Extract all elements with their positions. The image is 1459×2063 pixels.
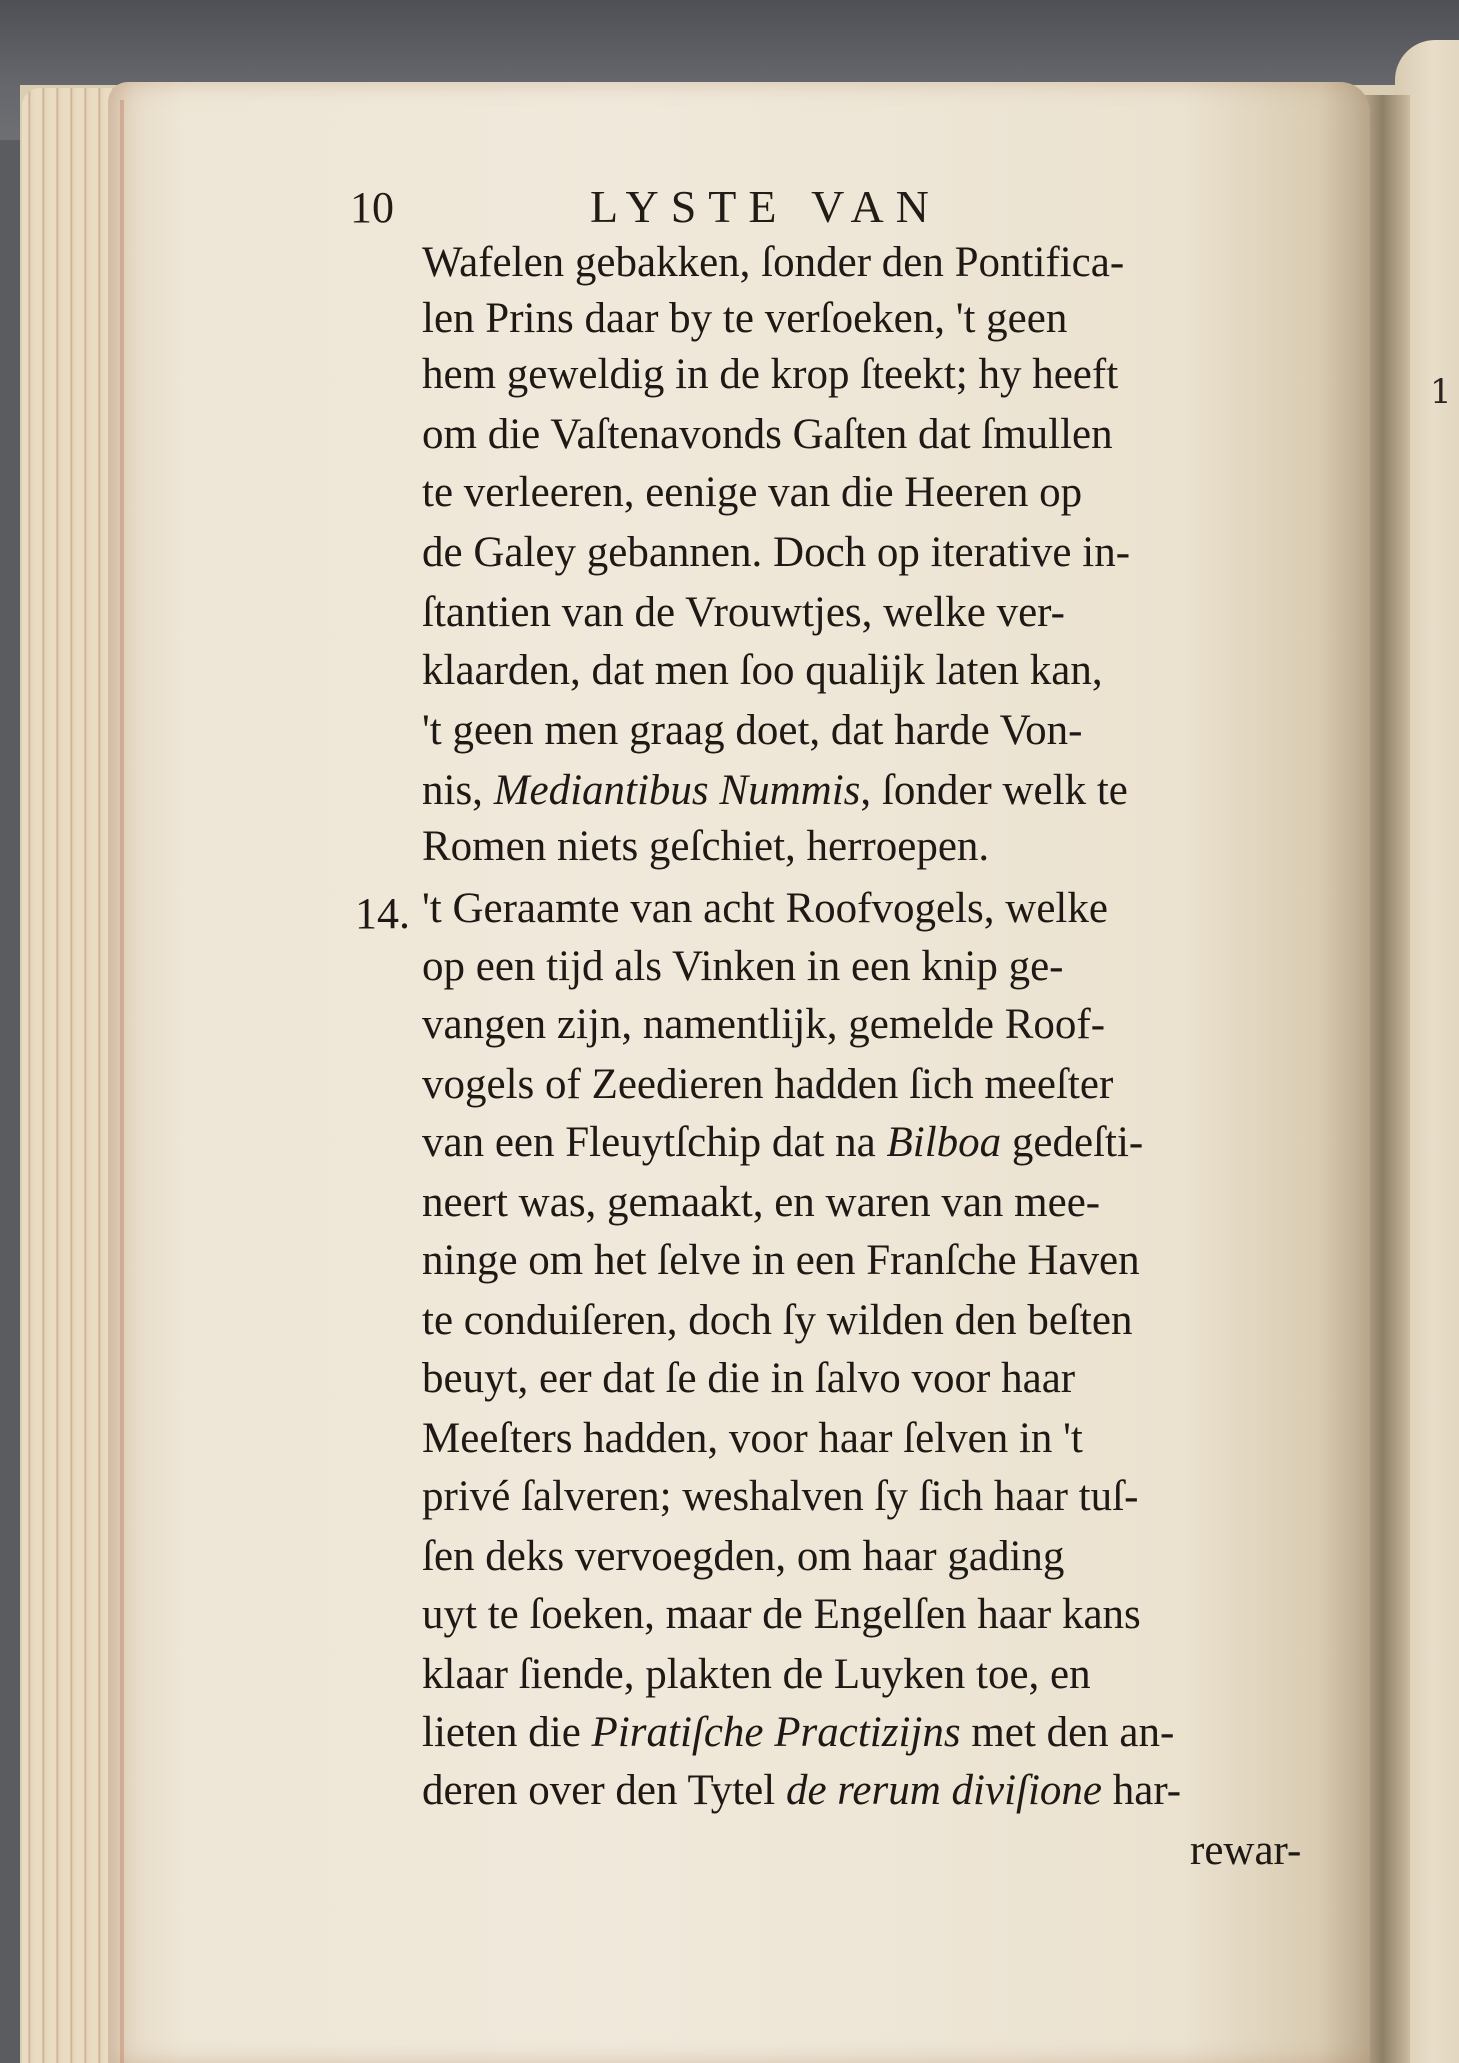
italic-phrase: Bilboa (886, 1119, 1002, 1166)
text-line: Wafelen gebakken, ſonder den Pontifica- (422, 239, 1125, 286)
text-line: Romen niets geſchiet, herroepen. (422, 823, 990, 870)
text-line: uyt te ſoeken, maar de Engelſen haar kans (422, 1591, 1141, 1638)
text-line: de Galey gebannen. Doch op iterative in- (422, 529, 1131, 576)
text-line: te conduiſeren, doch ſy wilden den beſten (422, 1297, 1133, 1344)
italic-phrase: de rerum diviſione (785, 1767, 1103, 1814)
text-line: ſtantien van de Vrouwtjes, welke ver- (422, 589, 1065, 636)
text-line: nis, Mediantibus Nummis, ſonder welk te (422, 767, 1128, 814)
page-margin-stain (120, 100, 124, 2063)
catchword: rewar- (1190, 1827, 1302, 1874)
text-line: vogels of Zeedieren hadden ſich meeſter (422, 1061, 1114, 1108)
running-head: LYSTE VAN (590, 181, 941, 232)
text-line: 't geen men graag doet, dat harde Von- (422, 707, 1083, 754)
page-edges (22, 88, 117, 2063)
text-line: op een tijd als Vinken in een knip ge- (422, 943, 1064, 990)
text-line: klaar ſiende, plakten de Luyken toe, en (422, 1651, 1091, 1698)
italic-phrase: Piratiſche Practizijns (591, 1709, 961, 1756)
text-line: Meeſters hadden, voor haar ſelven in 't (422, 1415, 1083, 1462)
text-line: ninge om het ſelve in een Franſche Haven (422, 1237, 1140, 1284)
item-number: 14. (355, 889, 410, 938)
text-line: om die Vaſtenavonds Gaſten dat ſmullen (422, 411, 1113, 458)
text-line: privé ſalveren; weshalven ſy ſich haar tuſ- (422, 1473, 1139, 1520)
text-line: te verleeren, eenige van die Heeren op (422, 469, 1083, 516)
text-line: neert was, gemaakt, en waren van mee- (422, 1179, 1101, 1226)
text-line: 't Geraamte van acht Roofvogels, welke (422, 885, 1108, 932)
text-line: van een Fleuytſchip dat na Bilboa gedeſti- (422, 1119, 1144, 1166)
text-line: len Prins daar by te verſoeken, 't geen (422, 295, 1068, 342)
text-line: deren over den Tytel de rerum diviſione har- (422, 1767, 1182, 1814)
text-line: vangen zijn, namentlijk, gemelde Roof- (422, 1001, 1106, 1048)
page-number: 10 (350, 183, 394, 232)
right-page-fragment: 1 (1430, 372, 1452, 412)
text-line: klaarden, dat men ſoo qualijk laten kan, (422, 647, 1103, 694)
text-line: hem geweldig in de krop ſteekt; hy heeft (422, 351, 1119, 398)
text-line: beuyt, eer dat ſe die in ſalvo voor haar (422, 1355, 1076, 1402)
text-line: ſen deks vervoegden, om haar gading (422, 1533, 1065, 1580)
italic-phrase: Mediantibus Nummis (493, 767, 861, 814)
text-line: lieten die Piratiſche Practizijns met den an- (422, 1709, 1175, 1756)
